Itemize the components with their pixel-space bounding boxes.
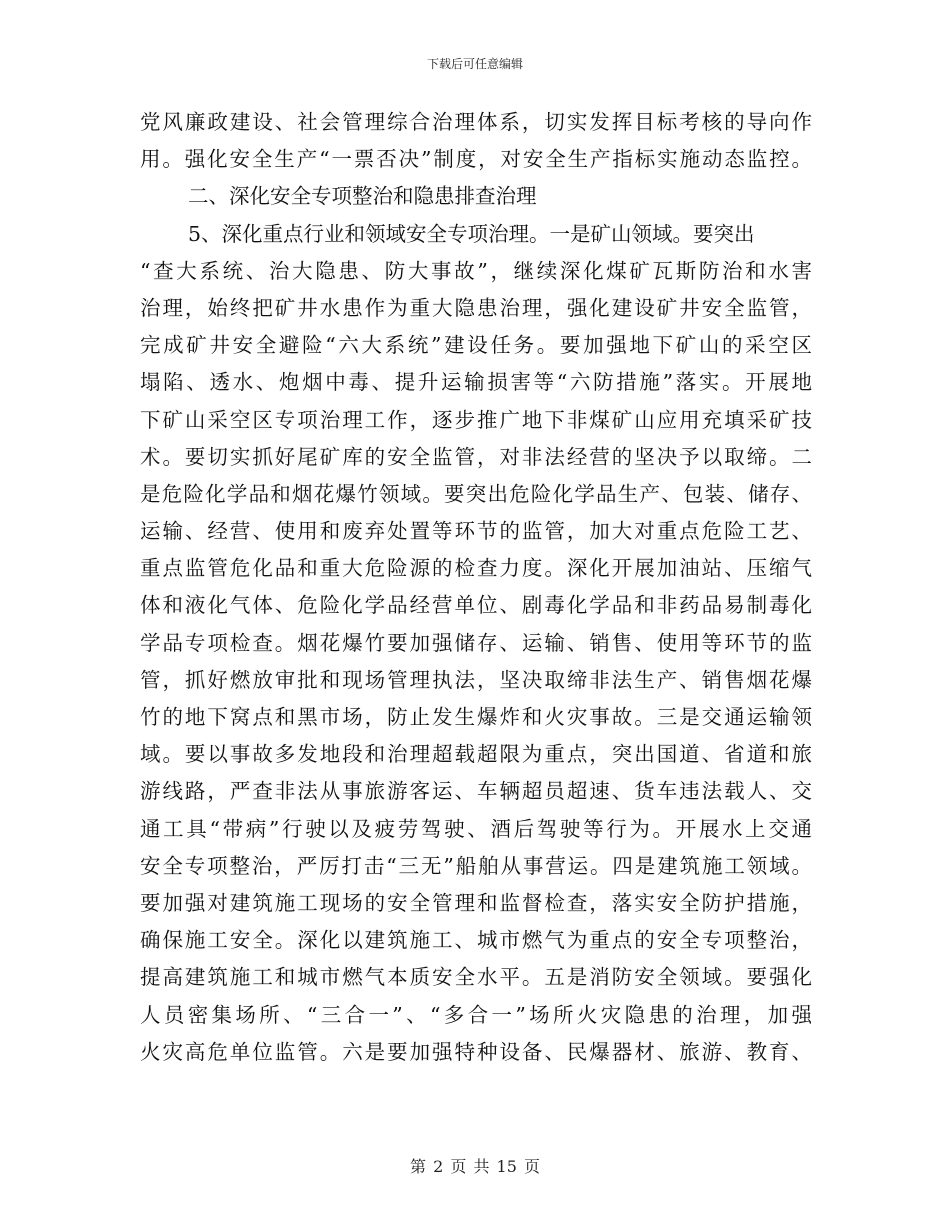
page-number: 第 2 页 共 15 页 [410, 1157, 540, 1176]
text-line: 确保施工安全。深化以建筑施工、城市燃气为重点的安全专项整治， [140, 928, 812, 953]
text-line: 安全专项整治，严厉打击“三无”船舶从事营运。四是建筑施工领域。 [140, 853, 812, 878]
text-line: 党风廉政建设、社会管理综合治理体系，切实发挥目标考核的导向作 [140, 110, 812, 134]
text-line: 5、深化重点行业和领域安全专项治理。一是矿山领域。要突出 [188, 221, 755, 246]
text-line: 术。要切实抓好尾矿库的安全监管，对非法经营的坚决予以取缔。二 [140, 444, 812, 469]
text-line: 二、深化安全专项整治和隐患排查治理 [188, 184, 537, 209]
text-line: “查大系统、治大隐患、防大事故”，继续深化煤矿瓦斯防治和水害 [140, 258, 812, 283]
text-line: 火灾高危单位监管。六是要加强特种设备、民爆器材、旅游、教育、 [140, 1039, 812, 1064]
text-line: 通工具“带病”行驶以及疲劳驾驶、酒后驾驶等行为。开展水上交通 [140, 816, 812, 841]
text-line: 完成矿井安全避险“六大系统”建设任务。要加强地下矿山的采空区 [140, 333, 812, 358]
text-line: 体和液化气体、危险化学品经营单位、剧毒化学品和非药品易制毒化 [140, 593, 812, 618]
text-line: 塌陷、透水、炮烟中毒、提升运输损害等“六防措施”落实。开展地 [140, 370, 812, 395]
text-line: 游线路，严查非法从事旅游客运、车辆超员超速、货车违法载人、交 [140, 779, 812, 804]
text-line: 用。强化安全生产“一票否决”制度，对安全生产指标实施动态监控。 [140, 147, 812, 172]
text-line: 是危险化学品和烟花爆竹领域。要突出危险化学品生产、包装、储存、 [140, 481, 812, 506]
text-line: 学品专项检查。烟花爆竹要加强储存、运输、销售、使用等环节的监 [140, 630, 812, 655]
text-line: 运输、经营、使用和废弃处置等环节的监管，加大对重点危险工艺、 [140, 519, 812, 544]
text-line: 人员密集场所、“三合一”、“多合一”场所火灾隐患的治理，加强 [140, 1002, 812, 1027]
text-line: 管，抓好燃放审批和现场管理执法，坚决取缔非法生产、销售烟花爆 [140, 667, 812, 692]
text-line: 要加强对建筑施工现场的安全管理和监督检查，落实安全防护措施， [140, 890, 812, 915]
text-line: 下矿山采空区专项治理工作，逐步推广地下非煤矿山应用充填采矿技 [140, 407, 812, 432]
text-line: 提高建筑施工和城市燃气本质安全水平。五是消防安全领域。要强化 [140, 965, 812, 990]
text-line: 治理，始终把矿井水患作为重大隐患治理，强化建设矿井安全监管， [140, 295, 812, 320]
body-text [140, 104, 812, 1071]
page-header: 下载后可任意编辑 [426, 57, 523, 71]
text-line: 竹的地下窝点和黑市场，防止发生爆炸和火灾事故。三是交通运输领 [140, 705, 812, 729]
text-line: 重点监管危化品和重大危险源的检查力度。深化开展加油站、压缩气 [140, 556, 812, 581]
text-line: 域。要以事故多发地段和治理超载超限为重点，突出国道、省道和旅 [140, 742, 812, 767]
